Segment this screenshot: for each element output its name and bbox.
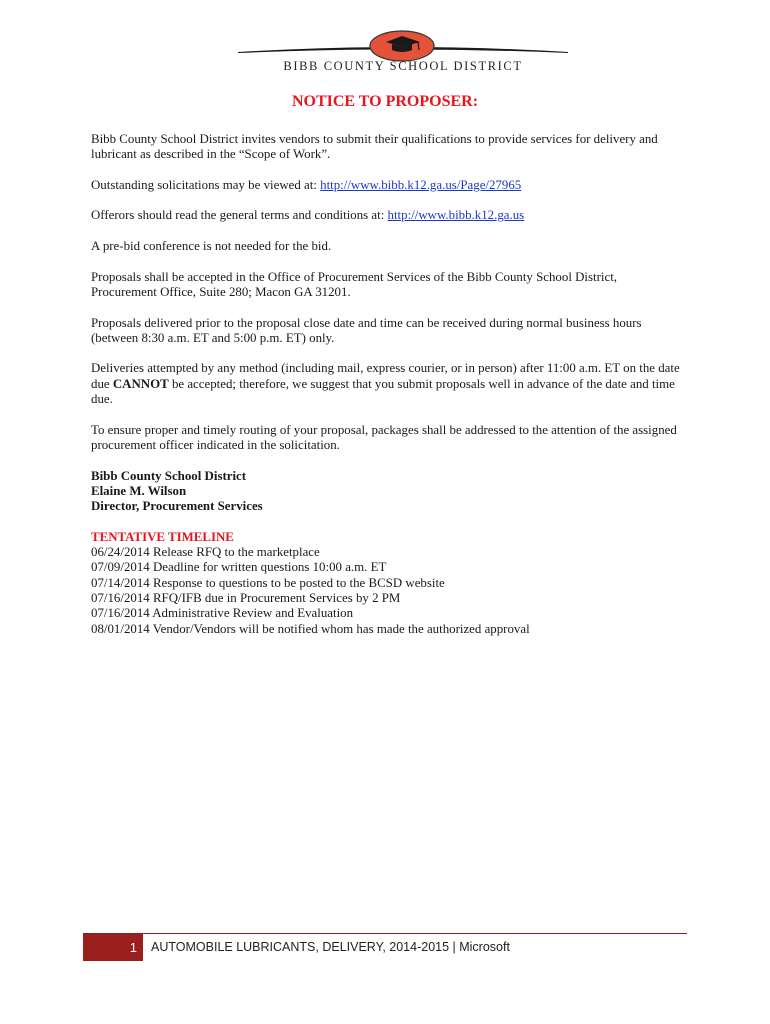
cannot-emphasis: CANNOT (112, 376, 169, 391)
solicitations-text: Outstanding solicitations may be viewed at: (91, 177, 321, 192)
document-body (91, 132, 681, 637)
signature-name: Elaine M. Wilson (91, 483, 187, 498)
terms-text: Offerors should read the general terms and conditions at: (91, 208, 388, 223)
intro-paragraph: Bibb County School District invites vendors to submit their qualifications to provide services for delivery and lubricant as described in the “Scope of Work”. (91, 132, 658, 162)
footer-label: AUTOMOBILE LUBRICANTS, DELIVERY, 2014-2015 | Microsoft (151, 940, 510, 954)
page-number: 1 (83, 934, 143, 961)
deliveries-text: Deliveries attempted by any method (including mail, express courier, or in person) after 11:00 a.m. ET on the date due (91, 361, 680, 391)
solicitations-paragraph (91, 178, 681, 193)
page-footer (83, 933, 687, 961)
notice-title: NOTICE TO PROPOSER: (291, 93, 479, 110)
signature-block (91, 469, 681, 515)
business-hours-paragraph: Proposals delivered prior to the proposal close date and time can be received during normal business hours (between 8:30 a.m. ET and 5:00 p.m. ET) only. (91, 315, 642, 345)
timeline-item: 06/24/2014 Release RFQ to the marketplace (91, 545, 320, 560)
timeline-item: 07/14/2014 Response to questions to be posted to the BCSD website (91, 575, 445, 590)
timeline-heading: TENTATIVE TIMELINE (91, 529, 234, 544)
prebid-paragraph: A pre-bid conference is not needed for the bid. (91, 239, 332, 254)
routing-paragraph: To ensure proper and timely routing of your proposal, packages shall be addressed to the attention of the assigned procurement officer indicated in the solicitation. (91, 422, 677, 452)
letterhead (236, 28, 570, 78)
acceptance-paragraph: Proposals shall be accepted in the Office of Procurement Services of the Bibb County School District, Procurement Office, Suite 280; Macon GA 31201. (91, 269, 618, 299)
timeline-item: 07/09/2014 Deadline for written questions 10:00 a.m. ET (91, 560, 387, 575)
timeline-item: 08/01/2014 Vendor/Vendors will be notified whom has made the authorized approval (91, 621, 530, 636)
district-name: BIBB COUNTY SCHOOL DISTRICT (283, 59, 523, 73)
terms-link[interactable]: http://www.bibb.k12.ga.us (387, 208, 525, 223)
timeline-block (91, 530, 681, 637)
timeline-item: 07/16/2014 RFQ/IFB due in Procurement Services by 2 PM (91, 590, 401, 605)
deliveries-paragraph (91, 361, 681, 407)
terms-paragraph (91, 208, 681, 223)
signature-title: Director, Procurement Services (91, 499, 263, 514)
solicitations-link[interactable]: http://www.bibb.k12.ga.us/Page/27965 (320, 177, 522, 192)
signature-district: Bibb County School District (91, 468, 247, 483)
deliveries-text-end: be accepted; therefore, we suggest that you submit proposals well in advance of the date and time due. (91, 376, 675, 407)
timeline-item: 07/16/2014 Administrative Review and Evaluation (91, 606, 354, 621)
district-logo (236, 28, 570, 62)
